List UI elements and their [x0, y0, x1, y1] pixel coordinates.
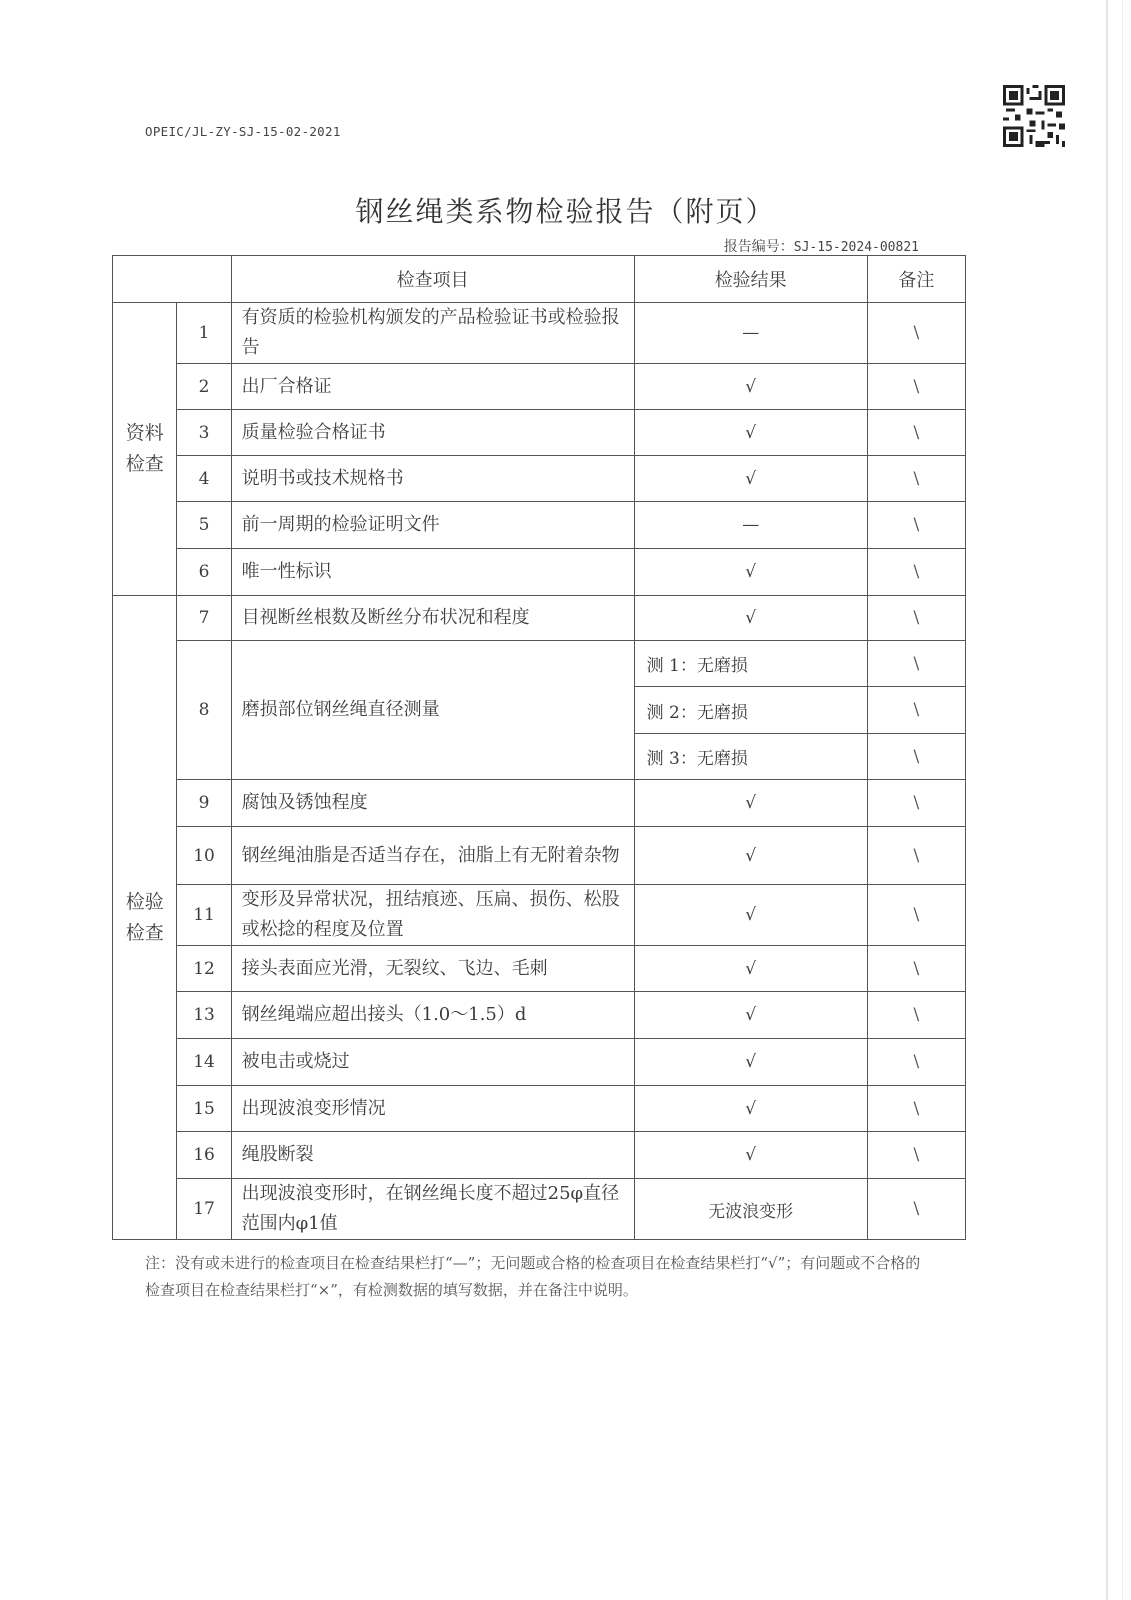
category-docs: 资料检查: [113, 303, 177, 596]
header-result: 检验结果: [634, 256, 867, 303]
row-remark: \: [867, 1086, 965, 1132]
inspection-table: [112, 255, 966, 1240]
row-remark: \: [867, 596, 965, 641]
row-number: 7: [177, 596, 231, 641]
row-number: 10: [177, 827, 231, 885]
row-result: √: [634, 992, 867, 1039]
header-blank: [113, 256, 232, 303]
row-number: 4: [177, 456, 231, 502]
row-result: √: [634, 456, 867, 502]
row-item: 目视断丝根数及断丝分布状况和程度: [231, 596, 634, 641]
row-item: 磨损部位钢丝绳直径测量: [231, 641, 634, 780]
row-result: √: [634, 1132, 867, 1179]
table-row: [113, 502, 966, 549]
row-number: 2: [177, 364, 231, 410]
row-number: 6: [177, 549, 231, 596]
row-item: 出现波浪变形时，在钢丝绳长度不超过25φ直径范围内φ1值: [231, 1179, 634, 1240]
page-edge-shadow-2: [1122, 0, 1123, 1600]
row-result: √: [634, 1086, 867, 1132]
row-remark: \: [867, 1179, 965, 1240]
header-item: 检查项目: [231, 256, 634, 303]
table-row: [113, 1039, 966, 1086]
row-remark: \: [867, 780, 965, 827]
table-row: [113, 885, 966, 946]
header-remark: 备注: [867, 256, 965, 303]
table-row: [113, 992, 966, 1039]
row-item: 钢丝绳端应超出接头（1.0～1.5）d: [231, 992, 634, 1039]
row-number: 13: [177, 992, 231, 1039]
row-remark: \: [867, 502, 965, 549]
row-result: 无波浪变形: [634, 1179, 867, 1240]
row-result: √: [634, 410, 867, 456]
row-remark: \: [867, 734, 965, 780]
page-edge-shadow: [1106, 0, 1108, 1600]
row-item: 前一周期的检验证明文件: [231, 502, 634, 549]
row-remark: \: [867, 1132, 965, 1179]
row-result: √: [634, 885, 867, 946]
footnote: 注：没有或未进行的检查项目在检查结果栏打“—”；无问题或合格的检查项目在检查结果栏打“√”；有问题或不合格的检查项目在检查结果栏打“×”，有检测数据的填写数据，并在备注中说明。: [145, 1254, 921, 1299]
table-row: [113, 456, 966, 502]
row-number: 12: [177, 946, 231, 992]
row-remark: \: [867, 885, 965, 946]
row-number: 1: [177, 303, 231, 364]
row-item: 有资质的检验机构颁发的产品检验证书或检验报告: [231, 303, 634, 364]
row-number: 8: [177, 641, 231, 780]
row-number: 14: [177, 1039, 231, 1086]
table-row: [113, 303, 966, 364]
table-row: [113, 946, 966, 992]
row-remark: \: [867, 364, 965, 410]
row-number: 5: [177, 502, 231, 549]
table-row: [113, 1179, 966, 1240]
category-inspect: 检验检查: [113, 596, 177, 1240]
row-item: 出现波浪变形情况: [231, 1086, 634, 1132]
row-result: √: [634, 827, 867, 885]
row-remark: \: [867, 641, 965, 687]
table-row: [113, 641, 966, 687]
row-item: 被电击或烧过: [231, 1039, 634, 1086]
page-title: 钢丝绳类系物检验报告（附页）: [355, 195, 776, 228]
row-result: √: [634, 946, 867, 992]
row-remark: \: [867, 410, 965, 456]
row-item: 钢丝绳油脂是否适当存在，油脂上有无附着杂物: [231, 827, 634, 885]
row-remark: \: [867, 827, 965, 885]
table-row: [113, 1086, 966, 1132]
row-item: 绳股断裂: [231, 1132, 634, 1179]
table-header-row: [113, 256, 966, 303]
row-remark: \: [867, 303, 965, 364]
qr-code-icon: [1003, 85, 1065, 147]
row-result: √: [634, 780, 867, 827]
row-result: —: [634, 502, 867, 549]
document-code: OPEIC/JL-ZY-SJ-15-02-2021: [145, 124, 341, 139]
row-result: √: [634, 364, 867, 410]
row-remark: \: [867, 549, 965, 596]
table-row: [113, 549, 966, 596]
table-row: [113, 1132, 966, 1179]
row-remark: \: [867, 1039, 965, 1086]
table-row: [113, 780, 966, 827]
report-number-value: SJ-15-2024-00821: [793, 240, 919, 255]
table-row: [113, 410, 966, 456]
row-remark: \: [867, 456, 965, 502]
row-item: 说明书或技术规格书: [231, 456, 634, 502]
report-number-label: 报告编号：: [723, 239, 794, 255]
row-remark: \: [867, 946, 965, 992]
row-result: 测 3：无磨损: [634, 734, 867, 780]
row-result: —: [634, 303, 867, 364]
report-number: [724, 236, 919, 256]
row-result: 测 2：无磨损: [634, 687, 867, 734]
table-row: [113, 827, 966, 885]
row-item: 质量检验合格证书: [231, 410, 634, 456]
row-item: 接头表面应光滑，无裂纹、飞边、毛刺: [231, 946, 634, 992]
row-number: 17: [177, 1179, 231, 1240]
row-result: √: [634, 549, 867, 596]
row-number: 11: [177, 885, 231, 946]
table-row: [113, 364, 966, 410]
row-number: 3: [177, 410, 231, 456]
row-number: 9: [177, 780, 231, 827]
table-row: [113, 596, 966, 641]
row-item: 腐蚀及锈蚀程度: [231, 780, 634, 827]
row-item: 出厂合格证: [231, 364, 634, 410]
row-result: 测 1：无磨损: [634, 641, 867, 687]
row-remark: \: [867, 687, 965, 734]
row-remark: \: [867, 992, 965, 1039]
row-item: 唯一性标识: [231, 549, 634, 596]
row-number: 15: [177, 1086, 231, 1132]
row-item: 变形及异常状况，扭结痕迹、压扁、损伤、松股或松捻的程度及位置: [231, 885, 634, 946]
row-number: 16: [177, 1132, 231, 1179]
row-result: √: [634, 596, 867, 641]
row-result: √: [634, 1039, 867, 1086]
